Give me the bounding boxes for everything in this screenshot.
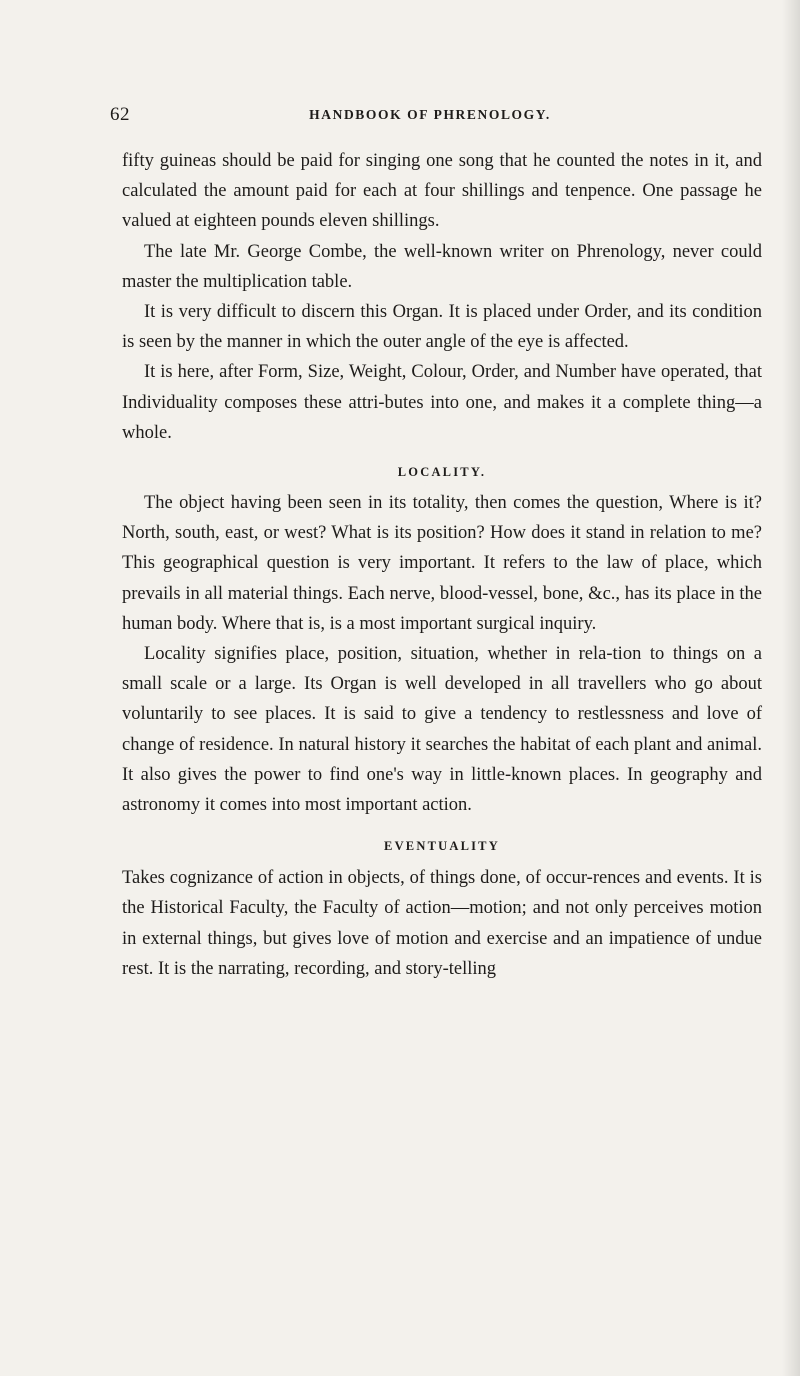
paragraph: Takes cognizance of action in objects, of things done, of occur-rences and events. It is the Historical Faculty, the Faculty of action—motion; and not only perceives motion in external things, but gives love of motion and exercise and an impatience of undue rest. It is the narrating, recording, and story-telling — [122, 868, 762, 979]
section-heading-eventuality: EVENTUALITY — [384, 839, 500, 854]
section-heading-locality: LOCALITY. — [397, 465, 487, 480]
paragraph: The late Mr. George Combe, the well-known writer on Phrenology, never could master the multiplication table. — [122, 241, 762, 292]
paragraph: Locality signifies place, position, situation, whether in rela-tion to things on a small scale or a large. Its Organ is well developed in all travellers who go about voluntarily to see places. It is said to give a tendency to restlessness and love of change of residence. In natural history it searches the habitat of each plant and animal. It also gives the power to find one's way in little-known places. In geography and astronomy it comes into most important action. — [122, 644, 762, 816]
paragraph: It is here, after Form, Size, Weight, Colour, Order, and Number have operated, that Individuality composes these attri-butes into one, and makes it a complete thing—a whole. — [122, 362, 762, 443]
page-edge-shadow — [782, 0, 800, 1376]
paragraph: fifty guineas should be paid for singing one song that he counted the notes in it, and calculated the amount paid for each at four shillings and tenpence. One passage he valued at eighteen pounds eleven shillings. — [122, 151, 762, 232]
page-number: 62 — [110, 104, 130, 125]
body-text — [122, 146, 762, 984]
running-title: HANDBOOK OF PHRENOLOGY. — [309, 107, 551, 122]
paragraph: It is very difficult to discern this Organ. It is placed under Order, and its condition is seen by the manner in which the outer angle of the eye is affected. — [122, 302, 762, 353]
page-header — [110, 104, 750, 128]
paragraph: The object having been seen in its totality, then comes the question, Where is it? North, south, east, or west? What is its position? How does it stand in relation to me? This geographical question is very important. It refers to the law of place, which prevails in all material things. Each nerve, blood-vessel, bone, &c., has its place in the human body. Where that is, is a most important surgical inquiry. — [122, 493, 762, 634]
